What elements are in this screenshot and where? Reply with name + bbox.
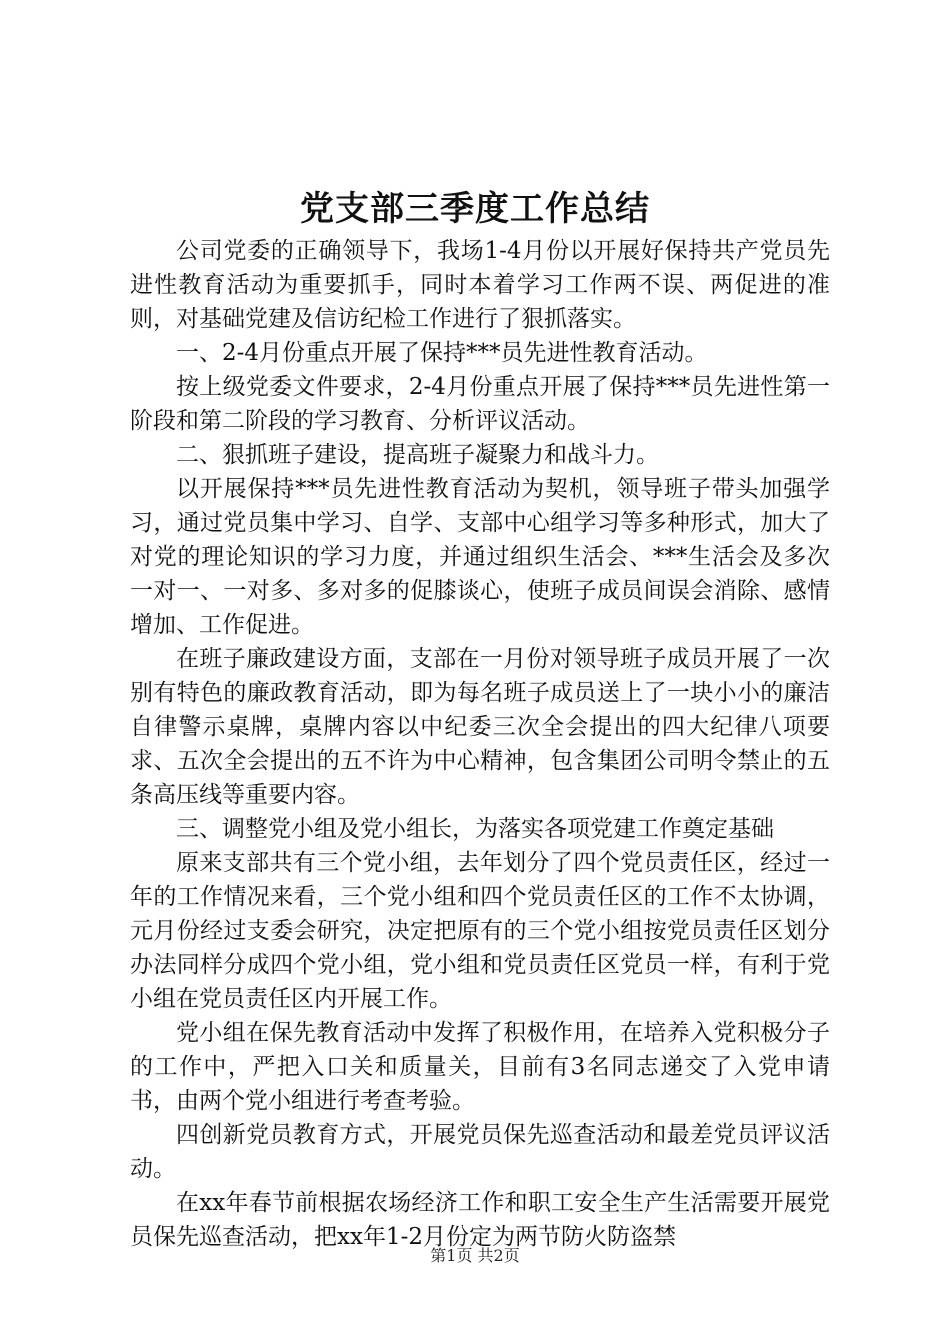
document-body [130, 234, 830, 1254]
paragraph: 党小组在保先教育活动中发挥了积极作用，在培养入党积极分子的工作中，严把入口关和质量关，目前有3名同志递交了入党申请书，由两个党小组进行考查考验。 [130, 1020, 830, 1114]
section-heading-1: 一、2-4月份重点开展了保持***员先进性教育活动。 [176, 340, 708, 366]
section-heading-4: 四创新党员教育方式，开展党员保先巡查活动和最差党员评议活动。 [130, 1122, 830, 1182]
paragraph: 原来支部共有三个党小组，去年划分了四个党员责任区，经过一年的工作情况来看，三个党小组和四个党员责任区的工作不太协调，元月份经过支委会研究，决定把原有的三个党小组按党员责任区划分办法同样分成四个党小组，党小组和党员责任区党员一样，有利于党小组在党员责任区内开展工作。 [130, 850, 830, 1012]
paragraph: 以开展保持***员先进性教育活动为契机，领导班子带头加强学习，通过党员集中学习、自学、支部中心组学习等多种形式，加大了对党的理论知识的学习力度，并通过组织生活会、***生活会及多次一对一、一对多、多对多的促膝谈心，使班子成员间误会消除、感情增加、工作促进。 [130, 476, 830, 638]
document-title: 党支部三季度工作总结 [300, 189, 650, 229]
paragraph: 在班子廉政建设方面，支部在一月份对领导班子成员开展了一次别有特色的廉政教育活动，即为每名班子成员送上了一块小小的廉洁自律警示桌牌，桌牌内容以中纪委三次全会提出的四大纪律八项要求、五次全会提出的五不许为中心精神，包含集团公司明令禁止的五条高压线等重要内容。 [130, 646, 830, 808]
paragraph-intro: 公司党委的正确领导下，我场1-4月份以开展好保持共产党员先进性教育活动为重要抓手，同时本着学习工作两不误、两促进的准则，对基础党建及信访纪检工作进行了狠抓落实。 [130, 238, 830, 332]
page-number-footer: 第1页 共2页 [430, 1246, 520, 1265]
section-heading-2: 二、狠抓班子建设，提高班子凝聚力和战斗力。 [176, 442, 659, 468]
paragraph: 按上级党委文件要求，2-4月份重点开展了保持***员先进性第一阶段和第二阶段的学习教育、分析评议活动。 [130, 374, 830, 434]
section-heading-3: 三、调整党小组及党小组长，为落实各项党建工作奠定基础 [176, 816, 774, 842]
paragraph: 在xx年春节前根据农场经济工作和职工安全生产生活需要开展党员保先巡查活动，把xx年1-2月份定为两节防火防盗禁 [130, 1190, 830, 1250]
